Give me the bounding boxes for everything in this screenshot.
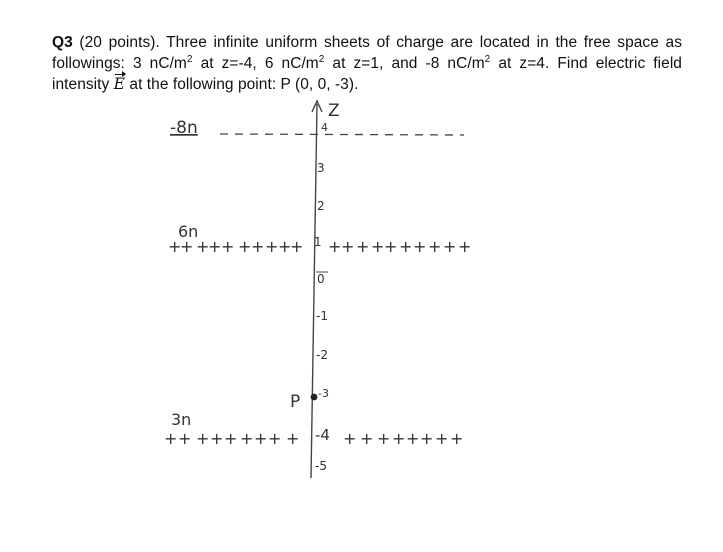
- plus-sign: +: [399, 237, 413, 256]
- plus-sign: +: [221, 237, 235, 256]
- plus-sign: +: [278, 237, 292, 256]
- plus-sign: +: [208, 237, 222, 256]
- sheet-line-minus8n: [220, 134, 464, 135]
- unit-exponent: 2: [186, 54, 193, 65]
- tick-label: -2: [316, 348, 328, 362]
- plus-sign: +: [428, 237, 442, 256]
- plus-sign: +: [238, 237, 252, 256]
- plus-sign: +: [371, 237, 385, 256]
- plus-sign: +: [377, 429, 391, 448]
- tick-label: 2: [317, 199, 325, 213]
- sheet-label-6n: 6n: [178, 222, 199, 241]
- plus-sign: +: [265, 237, 279, 256]
- tick-label: -4: [315, 426, 330, 444]
- question-text-part1: Three infinite uniform sheets of charge are located in the free space as followings: 3 nC/m: [52, 34, 682, 72]
- plus-sign: +: [450, 429, 464, 448]
- tick-label: -5: [315, 459, 327, 473]
- unit-exponent: 2: [484, 54, 491, 65]
- plus-sign: +: [406, 429, 420, 448]
- tick-label: -3: [318, 387, 329, 400]
- question-number: Q3: [52, 34, 73, 51]
- plus-sign: +: [384, 237, 398, 256]
- tick-label: 4: [321, 121, 328, 134]
- sheet-line-3n: [164, 429, 463, 448]
- tick-label: 3: [317, 161, 325, 175]
- tick-label: 0: [317, 272, 325, 286]
- plus-sign: +: [443, 237, 457, 256]
- question-text-part3: at z=1, and -8 nC/m: [324, 55, 485, 72]
- plus-sign: +: [210, 429, 224, 448]
- unit-exponent: 2: [318, 54, 325, 65]
- plus-sign: +: [290, 237, 304, 256]
- plus-sign: +: [178, 429, 192, 448]
- plus-sign: +: [328, 237, 342, 256]
- z-axis-label: Z: [328, 101, 340, 121]
- plus-sign: +: [168, 237, 182, 256]
- sheet-label-3n: 3n: [171, 410, 192, 429]
- plus-sign: +: [343, 429, 357, 448]
- plus-sign: +: [458, 237, 472, 256]
- plus-sign: +: [420, 429, 434, 448]
- plus-sign: +: [356, 237, 370, 256]
- plus-sign: +: [435, 429, 449, 448]
- question-text-part4: at z=4. Find electric field intensity: [52, 55, 682, 93]
- plus-sign: +: [392, 429, 406, 448]
- electric-field-symbol: E: [113, 75, 126, 93]
- plus-sign: +: [180, 237, 194, 256]
- plus-sign: +: [286, 429, 300, 448]
- plus-sign: +: [254, 429, 268, 448]
- plus-sign: +: [341, 237, 355, 256]
- question-text-part2: at z=-4, 6 nC/m: [192, 55, 319, 72]
- tick-label: -1: [316, 309, 328, 323]
- question-points: (20 points).: [79, 34, 160, 51]
- plus-sign: +: [196, 429, 210, 448]
- plus-sign: +: [224, 429, 238, 448]
- plus-sign: +: [413, 237, 427, 256]
- sheet-label-minus8n: -8n: [170, 118, 198, 138]
- plus-sign: +: [268, 429, 282, 448]
- plus-sign: +: [360, 429, 374, 448]
- plus-sign: +: [251, 237, 265, 256]
- point-p-dot: [311, 394, 318, 401]
- plus-sign: +: [164, 429, 178, 448]
- plus-sign: +: [196, 237, 210, 256]
- question-text-part5: at the following point: P (0, 0, -3).: [125, 76, 359, 93]
- plus-sign: +: [240, 429, 254, 448]
- tick-label: 1: [314, 235, 322, 249]
- point-p-label: P: [290, 392, 301, 412]
